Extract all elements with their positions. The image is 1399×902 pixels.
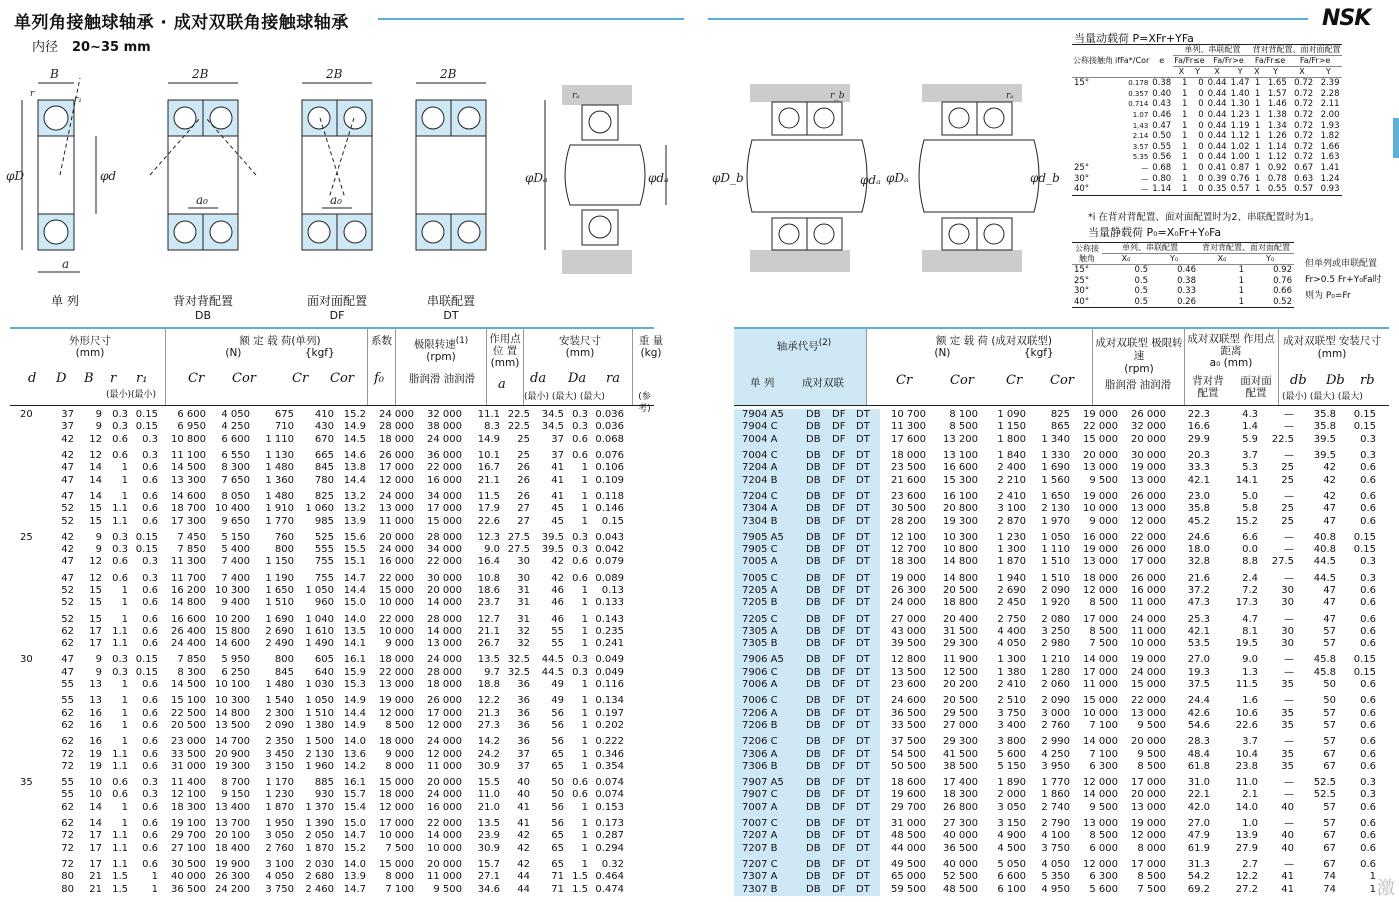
table-row: 47 12 0.6 0.3 11 700 7 400 1 190 755 14.7 22 000 30 000 10.8 30 42 0.6 0.089	[61, 572, 624, 584]
dyn-row: 0.357 0.40 1 0 0.44 1.40 1 1.57 0.72 2.28	[1128, 88, 1340, 99]
brand-logo: NSK	[1322, 6, 1371, 31]
static-row: 40° 0.5 0.26 1 0.52	[1074, 297, 1292, 308]
table-row: 7304 B DB DF DT 28 200 19 300 2 870 1 970 9 000 12 000 45.2 15.2 25 47 0.6	[734, 515, 1378, 529]
header-rule-left	[378, 18, 684, 20]
table-row: 7906 A5 DB DF DT 12 800 11 900 1 300 1 210 14 000 19 000 27.0 9.0 — 45.8 0.15	[734, 652, 1378, 666]
table-row: 72 17 1.1 0.6 30 500 19 900 3 100 2 030 14.0 15 000 20 000 15.7 42 65 1 0.32	[61, 858, 624, 870]
header-rule-right	[708, 18, 1308, 20]
sym-d: φd	[100, 169, 117, 183]
dyn-row: 30° — 0.80 1 0 0.39 0.76 1 0.78 0.63 1.24	[1074, 173, 1340, 184]
dynamic-load-title: 当量动载荷 P=XFr+YFa	[1074, 32, 1194, 45]
table-row: 47 12 0.6 0.3 11 300 7 400 1 150 755 15.1 16 000 22 000 16.4 30 42 0.6 0.079	[61, 556, 624, 568]
table-row: 7207 A DB DF DT 48 500 40 000 4 900 4 100 8 500 12 000 47.9 13.9 40 67 0.6	[734, 830, 1378, 842]
table-row: 37 9 0.3 0.15 6 950 4 250 710 430 14.9 28 000 38 000 8.3 22.5 34.5 0.3 0.036	[61, 421, 624, 433]
table-row: 7907 C DB DF DT 19 600 18 300 2 000 1 860 14 000 20 000 22.1 2.1 — 52.5 0.3	[734, 789, 1378, 801]
table-row: 7004 C DB DF DT 18 000 13 100 1 840 1 330 20 000 30 000 20.3 3.7 — 39.5 0.3	[734, 448, 1378, 462]
table-row: 42 12 0.6 0.3 11 100 6 550 1 130 665 14.6 26 000 36 000 10.1 25 37 0.6 0.076	[61, 450, 624, 462]
table-row: 7204 B DB DF DT 21 600 15 300 2 210 1 560 9 500 13 000 42.1 14.1 25 42 0.6	[734, 474, 1378, 488]
table-row: 7307 A DB DF DT 65 000 52 500 6 600 5 350 6 300 8 500 54.2 12.2 41 74 1	[734, 871, 1378, 883]
static-row: 15° 0.5 0.46 1 0.92	[1074, 265, 1292, 276]
subtitle-range: 20∼35 mm	[72, 40, 151, 55]
static-row: 30° 0.5 0.33 1 0.66	[1074, 286, 1292, 297]
static-row: 25° 0.5 0.38 1 0.76	[1074, 275, 1292, 286]
table-row: 7207 B DB DF DT 44 000 36 500 4 500 3 750 6 000 8 000 61.9 27.9 40 67 0.6	[734, 843, 1378, 857]
diagram-label-df: 面对面配置 DF	[306, 294, 367, 322]
table-row: 7004 A DB DF DT 17 600 13 200 1 800 1 340 15 000 20 000 29.9 5.9 22.5 39.5 0.3	[734, 434, 1378, 448]
dyn-row: 40° — 1.14 1 0 0.35 0.57 1 0.55 0.57 0.93	[1074, 184, 1340, 195]
table-row: 62 14 1 0.6 19 100 13 700 1 950 1 390 15.0 17 000 22 000 13.5 41 56 1 0.173	[61, 818, 624, 830]
right-table-body	[734, 409, 1378, 896]
table-row: 80 21 1.5 1 40 000 26 300 4 050 2 680 13.9 8 000 11 000 27.1 44 71 1.5 0.464	[61, 871, 624, 883]
bearing-diagrams	[0, 60, 700, 290]
dyn-row: 15° 0.178 0.38 1 0 0.44 1.47 1 1.65 0.72 2.39	[1074, 78, 1340, 89]
sym-Db: φD_b	[712, 171, 744, 185]
sym-db: φd_b	[1030, 171, 1060, 185]
table-row: 55 10 0.6 0.3 12 100 9 150 1 230 930 15.7 18 000 24 000 11.0 40 50 0.6 0.074	[61, 789, 624, 801]
left-spec-table: 外形尺寸 (mm) 额 定 载 荷(单列) (N) {kgf} 系数 极限转速$^{(1)}$ (rpm) 脂润滑 油润滑 作用点位 置 (mm) 安装尺寸 (mm) 重 量 (kg) d D B r r₁ (最小)(最小) Cr Cor Cr Cor f₀ a da Da ra (最小) (最大) (最大) (参考) 20 37 9 0.3 0.15 6 600 4 050 675 410 15.2 24 000 32 000 11.1 22.5 34.5 0.3 0.036 37 9 0.3 0.15 6 950 4 250 710 430 14.9 28 000 38 000 8.3 22.5 34.5 0.3 0.036 42 12 0.6 0.3 10 800 6 600 1 110 670 14.5 18 000 24 000 14.9 25 37 0.6 0.068 42 12 0.6 0.3 11 100 6 550 1 130 665 14.6 26 000 36 000 10.1 25 37 0.6 0.076 47 14 1 0.6 14 500 8 300 1 480 845 13.8 17 000 22 000 16.7 26 41 1 0.106 47 14 1 0.6 13 300 7 650 1 360 780 14.4 12 000 16 000 21.1 26 41 1 0.109 47 14 1 0.6 14 600 8 050 1 480 825 13.2 24 000 34 000 11.5 26 41 1 0.118 52 15 1.1 0.6 18 700 10 400 1 910 1 060 13.2 13 000 17 000 17.9 27 45 1 0.146 52 15 1.1 0.6 17 300 9 650 1 770 985 13.9 11 000 15 000 22.6 27 45 1 0.15 25 42 9 0.3 0.15 7 450 5 150 760 525 15.6 20 000 28 000 12.3 27.5 39.5 0.3 0.043 42 9 0.3 0.15 7 850 5 400 800 555 15.5 24 000 34 000 9.0 27.5 39.5 0.3 0.042 47 12 0.6 0.3 11 300 7 400 1 150 755 15.1 16 000 22 000 16.4 30 42 0.6 0.079 47 12 0.6 0.3 11 700 7 400 1 190 755 14.7 22 000 30 000 10.8 30 42 0.6 0.089 52 15 1 0.6 16 200 10 300 1 650 1 050 14.4 15 000 20 000 18.6 31 46 1 0.13 52 15 1 0.6 14 800 9 400 1 510 960 15.0 10 000 14 000 23.7 31 46 1 0.133 52 15 1 0.6 16 600 10 200 1 690 1 040 14.0 22 000 28 000 12.7 31 46 1 0.143 62 17 1.1 0.6 26 400 15 800 2 690 1 610 13.5 10 000 14 000 21.1 32 55 1 0.235 62 17 1.1 0.6 24 400 14 600 2 490 1 490 14.1 9 000 13 000 26.7 32 55 1 0.241 30 47 9 0.3 0.15 7 850 5 950 800 605 16.1 18 000 24 000 13.5 32.5 44.5 0.3 0.049 47 9 0.3 0.15 8 300 6 250 845 640 15.9 22 000 28 000 9.7 32.5 44.5 0.3 0.049 55 13 1 0.6 14 500 10 100 1 480 1 030 15.3 13 000 18 000 18.8 36 49 1 0.116 55 13 1 0.6 15 100 10 300 1 540 1 050 14.9 19 000 26 000 12.2 36 49 1 0.134 62 16 1 0.6 22 500 14 800 2 300 1 510 14.4 12 000 17 000 21.3 36 56 1 0.197 62 16 1 0.6 20 500 13 500 2 090 1 380 14.9 8 500 12 000 27.3 36 56 1 0.202 62 16 1 0.6 23 000 14 700 2 350 1 500 14.0 18 000 24 000 14.2 36 56 1 0.222 72 19 1.1 0.6 33 500 20 900 3 450 2 130 13.6 9 000 12 000 24.2 37 65 1 0.346 72 19 1.1 0.6 31 000 19 300 3 150 1 960 14.2 8 000 11 000 30.9 37 65 1 0.354 35 55 10 0.6 0.3 11 400 8 700 1 170 885 16.1 15 000 20 000 15.5 40 50 0.6 0.074 55 10 0.6 0.3 12 100 9 150 1 230 930 15.7 18 000 24 000 11.0 40 50 0.6 0.074 62 14 1 0.6 18 300 13 400 1 870 1 370 15.4 12 000 16 000 21.0 41 56 1 0.153 62 14 1 0.6 19 100 13 700 1 950 1 390 15.0 17 000 22 000 13.5 41 56 1 0.173 72 17 1.1 0.6 29 700 20 100 3 050 2 050 14.7 10 000 14 000 23.9 42 65 1 0.287 72 17 1.1 0.6 27 100 18 400 2 760 1 870 15.2 7 500 10 000 30.9 42 65 1 0.294 72 17 1.1 0.6 30 500 19 900 3 100 2 030 14.0 15 000 20 000 15.7 42 65 1 0.32 80 21 1.5 1 40 000 26 300 4 050 2 680 13.9 8 000 11 000 27.1 44 71 1.5 0.464 80 21 1.5 1 36 500 24 200 3 750 2 460 14.7 7 100 9 500 34.6 44 71 1.5 0.474	[10, 327, 654, 896]
table-row: 7204 A DB DF DT 23 500 16 600 2 400 1 690 13 000 19 000 33.3 5.3 25 42 0.6	[734, 462, 1378, 474]
sym-da-2: φdₐ	[860, 173, 881, 187]
sym-a0-db: a₀	[196, 193, 208, 207]
dyn-row: 5.35 0.56 1 0 0.44 1.00 1 1.12 0.72 1.63	[1132, 152, 1340, 163]
table-row: 62 17 1.1 0.6 24 400 14 600 2 490 1 490 14.1 9 000 13 000 26.7 32 55 1 0.241	[61, 638, 624, 650]
table-row: 52 15 1 0.6 14 800 9 400 1 510 960 15.0 10 000 14 000 23.7 31 46 1 0.133	[61, 597, 624, 609]
dynamic-load-table: 公称接触角 ifFa*/Cor e 单列、串联配置 背对背配置、面对面配置 Fa/Fr≤e Fa/Fr>e Fa/Fr≤e Fa/Fr>e X Y X Y X Y X Y 15° 0.178 0.38 1 0 0.44 1.47 1 1.65 0.72 2.39 0.357 0.40 1 0 0.44 1.40 1 1.57 0.72 2.28 0.714 0.43 1 0 0.44 1.30 1 1.46 0.72 2.11 1.07 0.46 1 0 0.44 1.23 1 1.38 0.72 2.00 1.43 0.47 1 0 0.44 1.19 1 1.34 0.72 1.93 2.14 0.50 1 0 0.44 1.12 1 1.26 0.72 1.82 3.57 0.55 1 0 0.44 1.02 1 1.14 0.72 1.66 5.35 0.56 1 0 0.44 1.00 1 1.12 0.72 1.63 25° — 0.68 1 0 0.41 0.87 1 0.92 0.67 1.41 30° — 0.80 1 0 0.39 0.76 1 0.78 0.63 1.24 40° — 1.14 1 0 0.35 0.57 1 0.55 0.57 0.93	[1073, 45, 1341, 195]
table-row: 7205 B DB DF DT 24 000 18 800 2 450 1 920 8 500 11 000 47.3 17.3 30 47 0.6	[734, 597, 1378, 611]
table-row: 7904 C DB DF DT 11 300 8 500 1 150 865 22 000 32 000 16.6 1.4 — 35.8 0.15	[734, 421, 1378, 433]
sym-Da: φDₐ	[525, 171, 548, 185]
diagram-label-single: 单 列	[51, 294, 79, 308]
table-row: 7307 B DB DF DT 59 500 48 500 6 100 4 950 5 600 7 500 69.2 27.2 41 74 1	[734, 883, 1378, 895]
table-row: 7905 A5 DB DF DT 12 100 10 300 1 230 1 050 16 000 22 000 24.6 6.6 — 40.8 0.15	[734, 530, 1378, 544]
table-row: 55 13 1 0.6 15 100 10 300 1 540 1 050 14.9 19 000 26 000 12.2 36 49 1 0.134	[61, 695, 624, 707]
table-row: 52 15 1 0.6 16 600 10 200 1 690 1 040 14.0 22 000 28 000 12.7 31 46 1 0.143	[61, 613, 624, 625]
sym-D: φD	[6, 169, 25, 183]
table-row: 35 55 10 0.6 0.3 11 400 8 700 1 170 885 16.1 15 000 20 000 15.5 40 50 0.6 0.074	[20, 777, 624, 789]
right-spec-table: 轴承代号$^{(2)}$ 单 列 成对双联 额 定 载 荷 (成对双联型) (N) {kgf} Cr Cor Cr Cor 成对双联型 极限转速 (rpm) 脂润滑 油润滑 成对双联型 作用点距离 a₀ (mm) 背对背 配置 面对面 配置 成对双联型 安装尺寸 (mm) db Db rb (最小) (最大) (最大) 7904 A5 DB DF DT 10 700 8 100 1 090 825 19 000 26 000 22.3 4.3 — 35.8 0.15 7904 C DB DF DT 11 300 8 500 1 150 865 22 000 32 000 16.6 1.4 — 35.8 0.15 7004 A DB DF DT 17 600 13 200 1 800 1 340 15 000 20 000 29.9 5.9 22.5 39.5 0.3 7004 C DB DF DT 18 000 13 100 1 840 1 330 20 000 30 000 20.3 3.7 — 39.5 0.3 7204 A DB DF DT 23 500 16 600 2 400 1 690 13 000 19 000 33.3 5.3 25 42 0.6 7204 B DB DF DT 21 600 15 300 2 210 1 560 9 500 13 000 42.1 14.1 25 42 0.6 7204 C DB DF DT 23 600 16 100 2 410 1 650 19 000 26 000 23.0 5.0 — 42 0.6 7304 A DB DF DT 30 500 20 800 3 100 2 130 10 000 13 000 35.8 5.8 25 47 0.6 7304 B DB DF DT 28 200 19 300 2 870 1 970 9 000 12 000 45.2 15.2 25 47 0.6 7905 A5 DB DF DT 12 100 10 300 1 230 1 050 16 000 22 000 24.6 6.6 — 40.8 0.15 7905 C DB DF DT 12 700 10 800 1 300 1 110 19 000 26 000 18.0 0.0 — 40.8 0.15 7005 A DB DF DT 18 300 14 800 1 870 1 510 13 000 17 000 32.8 8.8 27.5 44.5 0.3 7005 C DB DF DT 19 000 14 800 1 940 1 510 18 000 26 000 21.6 2.4 — 44.5 0.3 7205 A DB DF DT 26 300 20 500 2 690 2 090 12 000 16 000 37.2 7.2 30 47 0.6 7205 B DB DF DT 24 000 18 800 2 450 1 920 8 500 11 000 47.3 17.3 30 47 0.6 7205 C DB DF DT 27 000 20 400 2 750 2 080 17 000 24 000 25.3 4.7 — 47 0.6 7305 A DB DF DT 43 000 31 500 4 400 3 250 8 500 11 000 42.1 8.1 30 57 0.6 7305 B DB DF DT 39 500 29 300 4 050 2 980 7 500 10 000 53.5 19.5 30 57 0.6 7906 A5 DB DF DT 12 800 11 900 1 300 1 210 14 000 19 000 27.0 9.0 — 45.8 0.15 7906 C DB DF DT 13 500 12 500 1 380 1 280 17 000 24 000 19.3 1.3 — 45.8 0.15 7006 A DB DF DT 23 600 20 200 2 410 2 060 11 000 15 000 37.5 11.5 35 50 0.6 7006 C DB DF DT 24 600 20 500 2 510 2 090 15 000 22 000 24.4 1.6 — 50 0.6 7206 A DB DF DT 36 500 29 500 3 750 3 000 10 000 13 000 42.6 10.6 35 57 0.6 7206 B DB DF DT 33 500 27 000 3 400 2 760 7 100 9 500 54.6 22.6 35 57 0.6 7206 C DB DF DT 37 500 29 300 3 800 2 990 14 000 20 000 28.3 3.7 — 57 0.6 7306 A DB DF DT 54 500 41 500 5 600 4 250 7 100 9 500 48.4 10.4 35 67 0.6 7306 B DB DF DT 50 500 38 500 5 150 3 950 6 300 8 500 61.8 23.8 35 67 0.6 7907 A5 DB DF DT 18 600 17 400 1 890 1 770 12 000 17 000 31.0 11.0 — 52.5 0.3 7907 C DB DF DT 19 600 18 300 2 000 1 860 14 000 20 000 22.1 2.1 — 52.5 0.3 7007 A DB DF DT 29 700 26 800 3 050 2 740 9 500 13 000 42.0 14.0 40 57 0.6 7007 C DB DF DT 31 000 27 300 3 150 2 790 13 000 19 000 27.0 1.0 — 57 0.6 7207 A DB DF DT 48 500 40 000 4 900 4 100 8 500 12 000 47.9 13.9 40 67 0.6 7207 B DB DF DT 44 000 36 500 4 500 3 750 6 000 8 000 61.9 27.9 40 67 0.6 7207 C DB DF DT 49 500 40 000 5 050 4 050 12 000 17 000 31.3 2.7 — 67 0.6 7307 A DB DF DT 65 000 52 500 6 600 5 350 6 300 8 500 54.2 12.2 41 74 1 7307 B DB DF DT 59 500 48 500 6 100 4 950 5 600 7 500 69.2 27.2 41 74 1	[734, 327, 1389, 896]
dyn-row: 0.714 0.43 1 0 0.44 1.30 1 1.46 0.72 2.11	[1128, 99, 1340, 110]
sym-B: B	[50, 67, 59, 81]
static-load-conditions: 但单列或串联配置 Fr>0.5 Fr+Y₀Fa时 则为 P₀=Fr	[1305, 259, 1382, 301]
table-row: 62 16 1 0.6 20 500 13 500 2 090 1 380 14.9 8 500 12 000 27.3 36 56 1 0.202	[61, 719, 624, 731]
table-row: 7906 C DB DF DT 13 500 12 500 1 380 1 280 17 000 24 000 19.3 1.3 — 45.8 0.15	[734, 667, 1378, 679]
table-row: 7305 A DB DF DT 43 000 31 500 4 400 3 250 8 500 11 000 42.1 8.1 30 57 0.6	[734, 626, 1378, 638]
table-row: 7205 C DB DF DT 27 000 20 400 2 750 2 080 17 000 24 000 25.3 4.7 — 47 0.6	[734, 611, 1378, 625]
table-row: 55 13 1 0.6 14 500 10 100 1 480 1 030 15.3 13 000 18 000 18.8 36 49 1 0.116	[61, 679, 624, 691]
table-row: 7206 B DB DF DT 33 500 27 000 3 400 2 760 7 100 9 500 54.6 22.6 35 57 0.6	[734, 720, 1378, 734]
table-row: 47 14 1 0.6 13 300 7 650 1 360 780 14.4 12 000 16 000 21.1 26 41 1 0.109	[61, 474, 624, 486]
table-row: 7005 C DB DF DT 19 000 14 800 1 940 1 510 18 000 26 000 21.6 2.4 — 44.5 0.3	[734, 571, 1378, 585]
sym-rb: r_b	[830, 91, 845, 101]
table-row: 72 19 1.1 0.6 33 500 20 900 3 450 2 130 13.6 9 000 12 000 24.2 37 65 1 0.346	[61, 748, 624, 760]
sym-ra-2: rₐ	[1006, 91, 1014, 101]
table-row: 30 47 9 0.3 0.15 7 850 5 950 800 605 16.1 18 000 24 000 13.5 32.5 44.5 0.3 0.049	[20, 654, 624, 666]
left-table-body	[10, 409, 626, 896]
table-row: 72 17 1.1 0.6 29 700 20 100 3 050 2 050 14.7 10 000 14 000 23.9 42 65 1 0.287	[61, 830, 624, 842]
watermark: 激	[1377, 878, 1395, 899]
table-row: 7204 C DB DF DT 23 600 16 100 2 410 1 650 19 000 26 000 23.0 5.0 — 42 0.6	[734, 489, 1378, 503]
table-row: 80 21 1.5 1 36 500 24 200 3 750 2 460 14.7 7 100 9 500 34.6 44 71 1.5 0.474	[61, 883, 624, 895]
table-row: 7306 A DB DF DT 54 500 41 500 5 600 4 250 7 100 9 500 48.4 10.4 35 67 0.6	[734, 748, 1378, 760]
dyn-row: 2.14 0.50 1 0 0.44 1.12 1 1.26 0.72 1.82	[1132, 131, 1340, 142]
table-row: 62 16 1 0.6 23 000 14 700 2 350 1 500 14.0 18 000 24 000 14.2 36 56 1 0.222	[61, 736, 624, 748]
table-row: 7206 C DB DF DT 37 500 29 300 3 800 2 990 14 000 20 000 28.3 3.7 — 57 0.6	[734, 734, 1378, 748]
page-title: 单列角接触球轴承 · 成对双联角接触球轴承	[14, 13, 349, 33]
table-row: 7005 A DB DF DT 18 300 14 800 1 870 1 510 13 000 17 000 32.8 8.8 27.5 44.5 0.3	[734, 556, 1378, 570]
table-row: 62 14 1 0.6 18 300 13 400 1 870 1 370 15.4 12 000 16 000 21.0 41 56 1 0.153	[61, 801, 624, 813]
dyn-row: 3.57 0.55 1 0 0.44 1.02 1 1.14 0.72 1.66	[1132, 141, 1340, 152]
page-subtitle	[32, 36, 151, 55]
sym-2b-df: 2B	[326, 67, 343, 81]
table-row: 52 15 1.1 0.6 17 300 9 650 1 770 985 13.9 11 000 15 000 22.6 27 45 1 0.15	[61, 515, 624, 527]
sym-r: r	[30, 89, 35, 99]
static-load-table: 公称接触角 单列、串联配置 背对背配置、面对面配置 X₀ Y₀ X₀ Y₀ 15° 0.5 0.46 1 0.92 25° 0.5 0.38 1 0.76 30° 0.5 0.33 1 0.66 40° 0.5 0.26 1 0.52	[1074, 243, 1292, 308]
table-row: 7006 C DB DF DT 24 600 20 500 2 510 2 090 15 000 22 000 24.4 1.6 — 50 0.6	[734, 693, 1378, 707]
sym-2b-dt: 2B	[440, 67, 457, 81]
sym-2b-db: 2B	[192, 67, 209, 81]
dyn-row: 25° — 0.68 1 0 0.41 0.87 1 0.92 0.67 1.41	[1074, 163, 1340, 174]
table-row: 7304 A DB DF DT 30 500 20 800 3 100 2 130 10 000 13 000 35.8 5.8 25 47 0.6	[734, 503, 1378, 515]
sym-r1: r₁	[74, 95, 82, 105]
table-row: 20 37 9 0.3 0.15 6 600 4 050 675 410 15.2 24 000 32 000 11.1 22.5 34.5 0.3 0.036	[20, 409, 624, 421]
table-row: 72 17 1.1 0.6 27 100 18 400 2 760 1 870 15.2 7 500 10 000 30.9 42 65 1 0.294	[61, 842, 624, 854]
table-row: 62 16 1 0.6 22 500 14 800 2 300 1 510 14.4 12 000 17 000 21.3 36 56 1 0.197	[61, 707, 624, 719]
table-row: 7007 C DB DF DT 31 000 27 300 3 150 2 790 13 000 19 000 27.0 1.0 — 57 0.6	[734, 816, 1378, 830]
table-row: 42 9 0.3 0.15 7 850 5 400 800 555 15.5 24 000 34 000 9.0 27.5 39.5 0.3 0.042	[61, 544, 624, 556]
table-row: 47 9 0.3 0.15 8 300 6 250 845 640 15.9 22 000 28 000 9.7 32.5 44.5 0.3 0.049	[61, 666, 624, 678]
table-row: 7905 C DB DF DT 12 700 10 800 1 300 1 110 19 000 26 000 18.0 0.0 — 40.8 0.15	[734, 544, 1378, 556]
table-row: 7907 A5 DB DF DT 18 600 17 400 1 890 1 770 12 000 17 000 31.0 11.0 — 52.5 0.3	[734, 775, 1378, 789]
table-row: 7305 B DB DF DT 39 500 29 300 4 050 2 980 7 500 10 000 53.5 19.5 30 57 0.6	[734, 638, 1378, 652]
sym-Da-2: φDₐ	[886, 171, 909, 185]
dyn-row: 1.43 0.47 1 0 0.44 1.19 1 1.34 0.72 1.93	[1132, 120, 1340, 131]
dyn-row: 1.07 0.46 1 0 0.44 1.23 1 1.38 0.72 2.00	[1132, 110, 1340, 121]
table-row: 7206 A DB DF DT 36 500 29 500 3 750 3 000 10 000 13 000 42.6 10.6 35 57 0.6	[734, 708, 1378, 720]
table-row: 72 19 1.1 0.6 31 000 19 300 3 150 1 960 14.2 8 000 11 000 30.9 37 65 1 0.354	[61, 760, 624, 772]
table-row: 7205 A DB DF DT 26 300 20 500 2 690 2 090 12 000 16 000 37.2 7.2 30 47 0.6	[734, 585, 1378, 597]
sym-ra: rₐ	[572, 91, 580, 101]
table-row: 52 15 1 0.6 16 200 10 300 1 650 1 050 14.4 15 000 20 000 18.6 31 46 1 0.13	[61, 585, 624, 596]
table-row: 42 12 0.6 0.3 10 800 6 600 1 110 670 14.5 18 000 24 000 14.9 25 37 0.6 0.068	[61, 433, 624, 445]
sym-a0-df: a₀	[330, 193, 342, 207]
page-tab-marker	[1393, 118, 1399, 158]
table-row: 47 14 1 0.6 14 600 8 050 1 480 825 13.2 24 000 34 000 11.5 26 41 1 0.118	[61, 490, 624, 502]
table-row: 52 15 1.1 0.6 18 700 10 400 1 910 1 060 13.2 13 000 17 000 17.9 27 45 1 0.146	[61, 503, 624, 515]
table-row: 7207 C DB DF DT 49 500 40 000 5 050 4 050 12 000 17 000 31.3 2.7 — 67 0.6	[734, 857, 1378, 871]
table-row: 7007 A DB DF DT 29 700 26 800 3 050 2 740 9 500 13 000 42.0 14.0 40 57 0.6	[734, 802, 1378, 816]
mounting-diagrams	[712, 80, 1072, 280]
table-row: 62 17 1.1 0.6 26 400 15 800 2 690 1 610 13.5 10 000 14 000 21.1 32 55 1 0.235	[61, 625, 624, 637]
subtitle-label: 内径	[32, 40, 59, 55]
table-row: 7306 B DB DF DT 50 500 38 500 5 150 3 950 6 300 8 500 61.8 23.8 35 67 0.6	[734, 761, 1378, 775]
sym-a: a	[62, 257, 70, 271]
dynamic-load-note: *i 在背对背配置、面对面配置时为2、串联配置时为1。	[1088, 212, 1320, 223]
diagram-label-dt: 串联配置 DT	[426, 294, 475, 322]
table-row: 47 14 1 0.6 14 500 8 300 1 480 845 13.8 17 000 22 000 16.7 26 41 1 0.106	[61, 462, 624, 474]
sym-da: φdₐ	[648, 171, 669, 185]
table-row: 7904 A5 DB DF DT 10 700 8 100 1 090 825 19 000 26 000 22.3 4.3 — 35.8 0.15	[734, 409, 1378, 421]
static-load-title: 当量静载荷 P₀=X₀Fr+Y₀Fa	[1088, 226, 1222, 239]
table-row: 25 42 9 0.3 0.15 7 450 5 150 760 525 15.6 20 000 28 000 12.3 27.5 39.5 0.3 0.043	[20, 531, 624, 543]
table-row: 7006 A DB DF DT 23 600 20 200 2 410 2 060 11 000 15 000 37.5 11.5 35 50 0.6	[734, 679, 1378, 693]
diagram-label-db: 背对背配置 DB	[172, 294, 233, 322]
